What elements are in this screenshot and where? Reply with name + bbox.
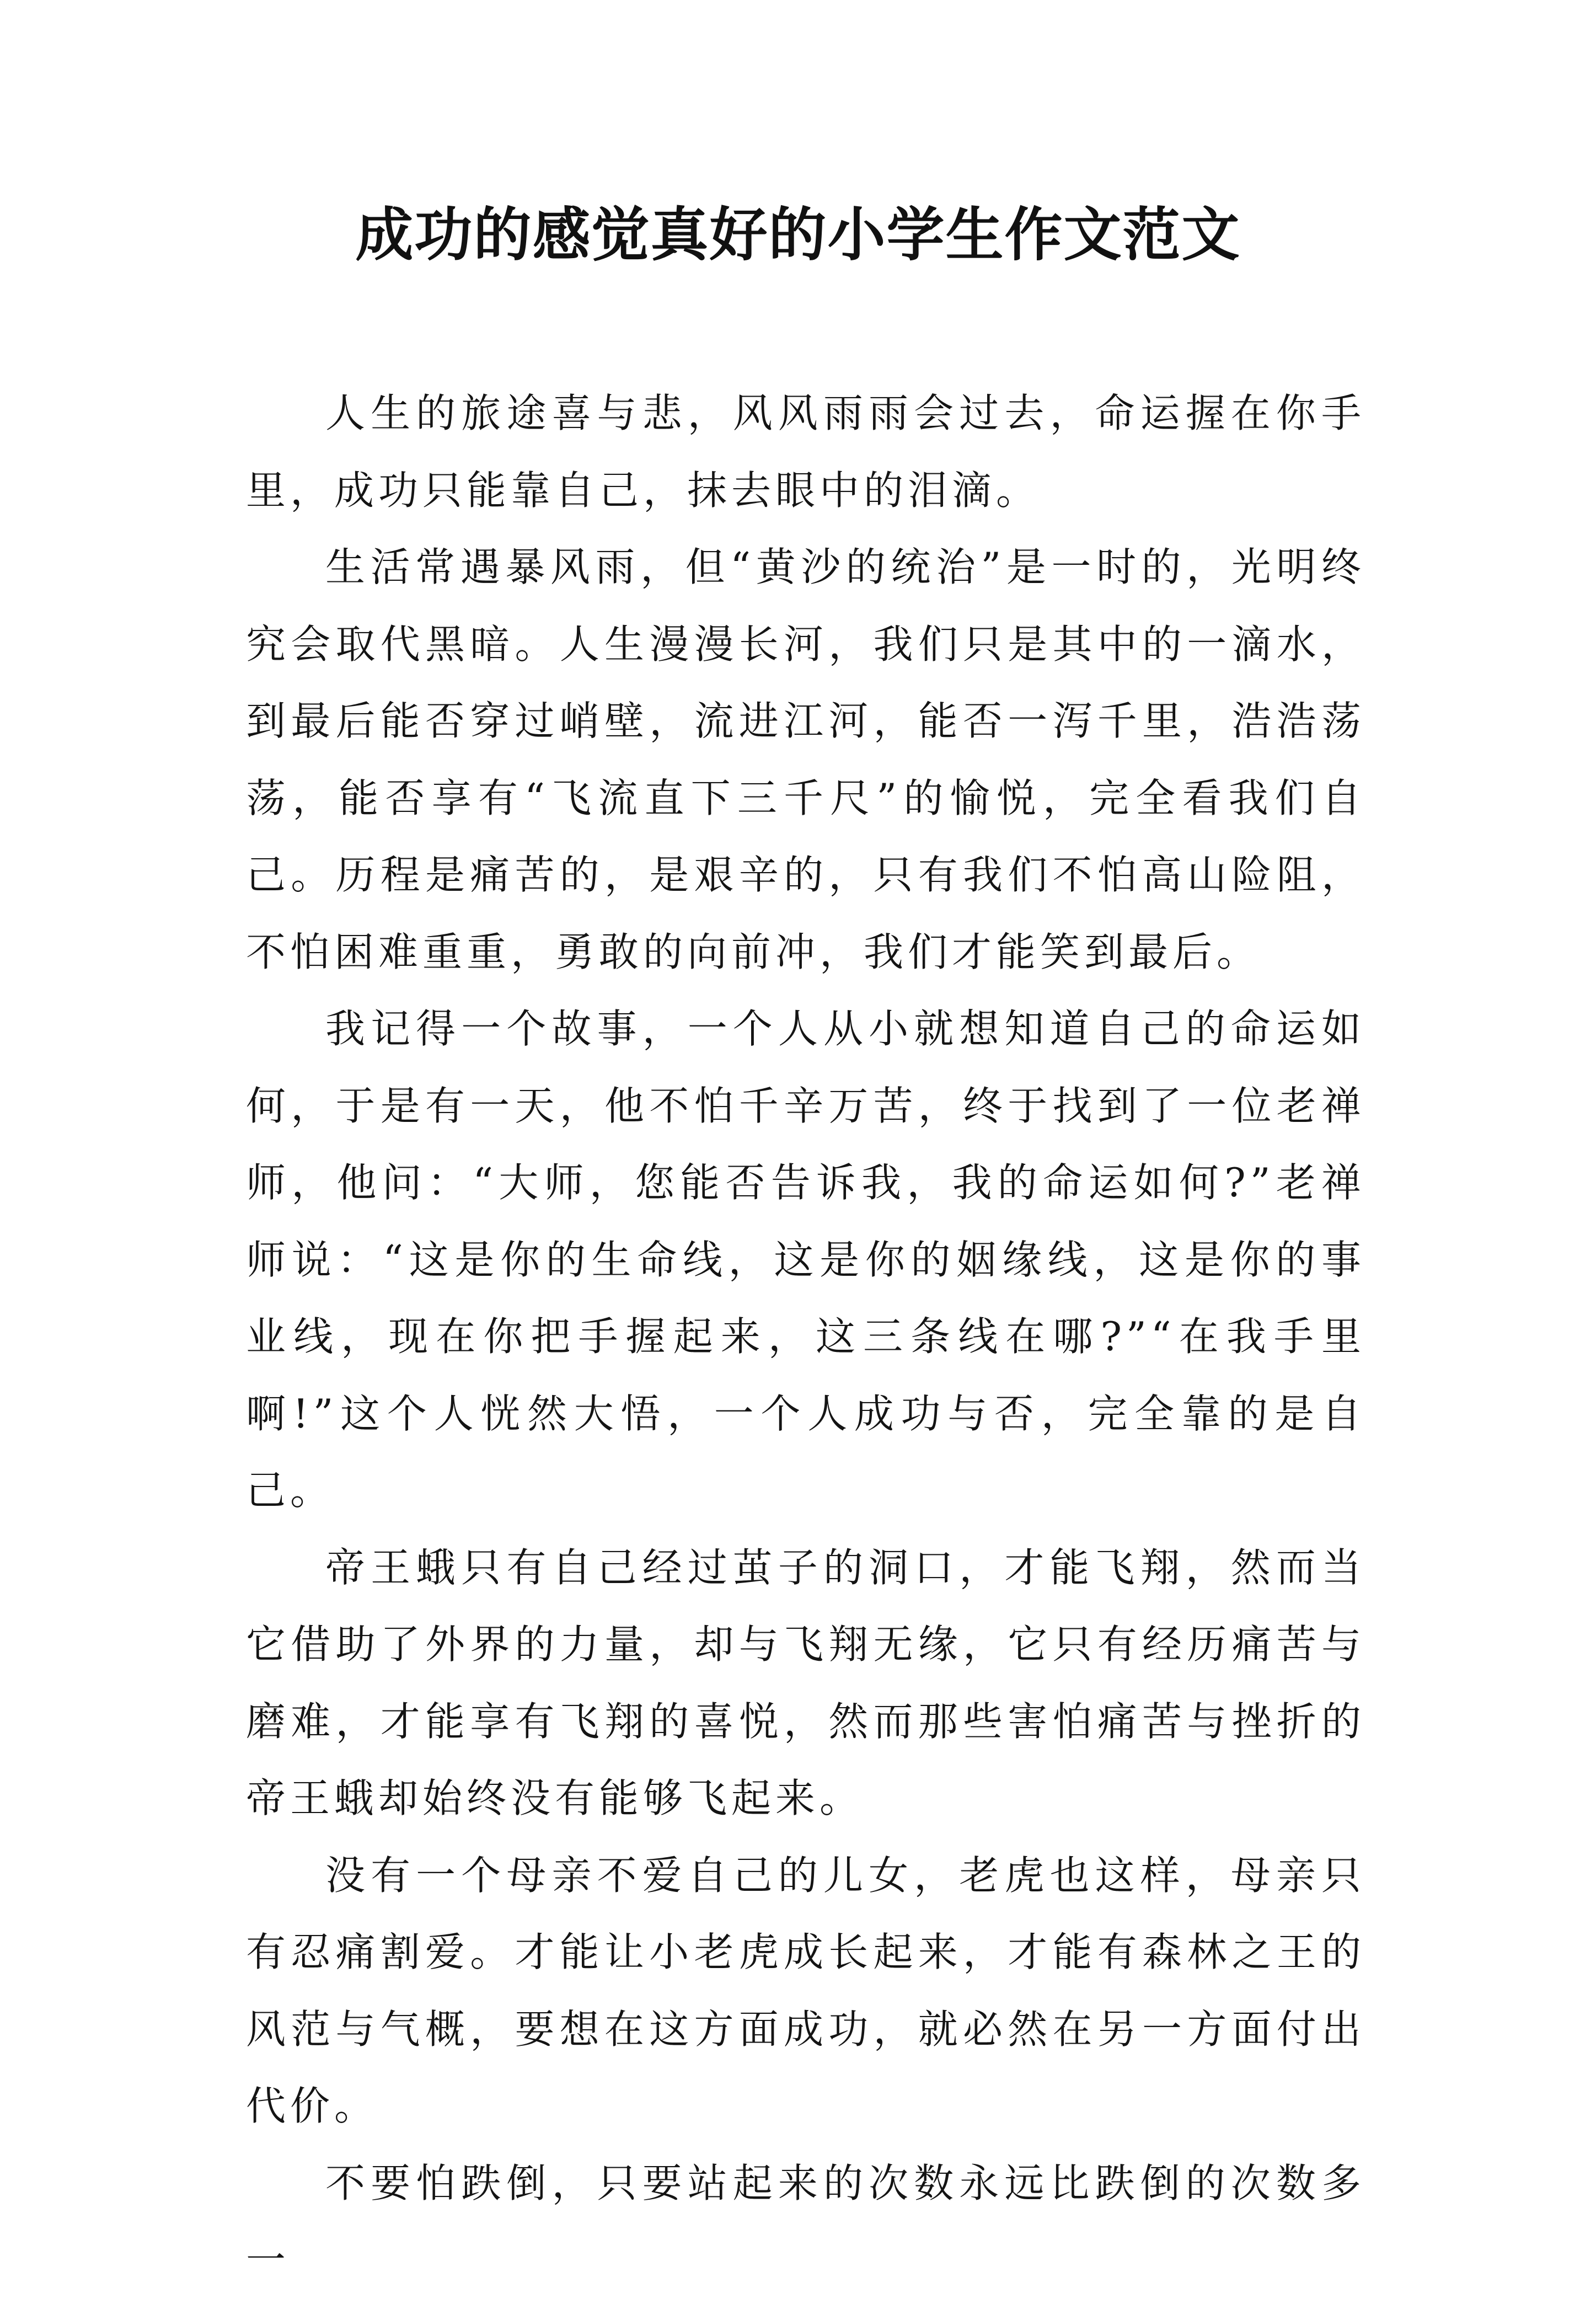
paragraph-1: 人生的旅途喜与悲，风风雨雨会过去，命运握在你手里，成功只能靠自己，抹去眼中的泪滴。 bbox=[246, 390, 1365, 514]
paragraph-6: 不要怕跌倒，只要站起来的次数永远比跌倒的次数多一 bbox=[246, 2159, 1365, 2283]
document-body bbox=[246, 375, 1365, 2299]
paragraph-4: 帝王蛾只有自己经过茧子的洞口，才能飞翔，然而当它借助了外界的力量，却与飞翔无缘，它只有经历痛苦与磨难，才能享有飞翔的喜悦，然而那些害怕痛苦与挫折的帝王蛾却始终没有能够飞起来。 bbox=[246, 1544, 1365, 1821]
paragraph-3: 我记得一个故事，一个人从小就想知道自己的命运如何，于是有一天，他不怕千辛万苦，终于找到了一位老禅师，他问：“大师，您能否告诉我，我的命运如何?”老禅师说：“这是你的生命线，这是你的姻缘线，这是你的事业线，现在你把手握起来，这三条线在哪?”“在我手里啊!”这个人恍然大悟，一个人成功与否，完全靠的是自己。 bbox=[246, 1006, 1365, 1514]
document-title: 成功的感觉真好的小学生作文范文 bbox=[355, 200, 1241, 269]
paragraph-5: 没有一个母亲不爱自己的儿女，老虎也这样，母亲只有忍痛割爱。才能让小老虎成长起来，才能有森林之王的风范与气概，要想在这方面成功，就必然在另一方面付出代价。 bbox=[246, 1852, 1365, 2129]
paragraph-2: 生活常遇暴风雨，但“黄沙的统治”是一时的，光明终究会取代黑暗。人生漫漫长河，我们只是其中的一滴水，到最后能否穿过峭壁，流进江河，能否一泻千里，浩浩荡荡，能否享有“飞流直下三千尺”的愉悦，完全看我们自己。历程是痛苦的，是艰辛的，只有我们不怕高山险阻，不怕困难重重，勇敢的向前冲，我们才能笑到最后。 bbox=[246, 544, 1365, 975]
